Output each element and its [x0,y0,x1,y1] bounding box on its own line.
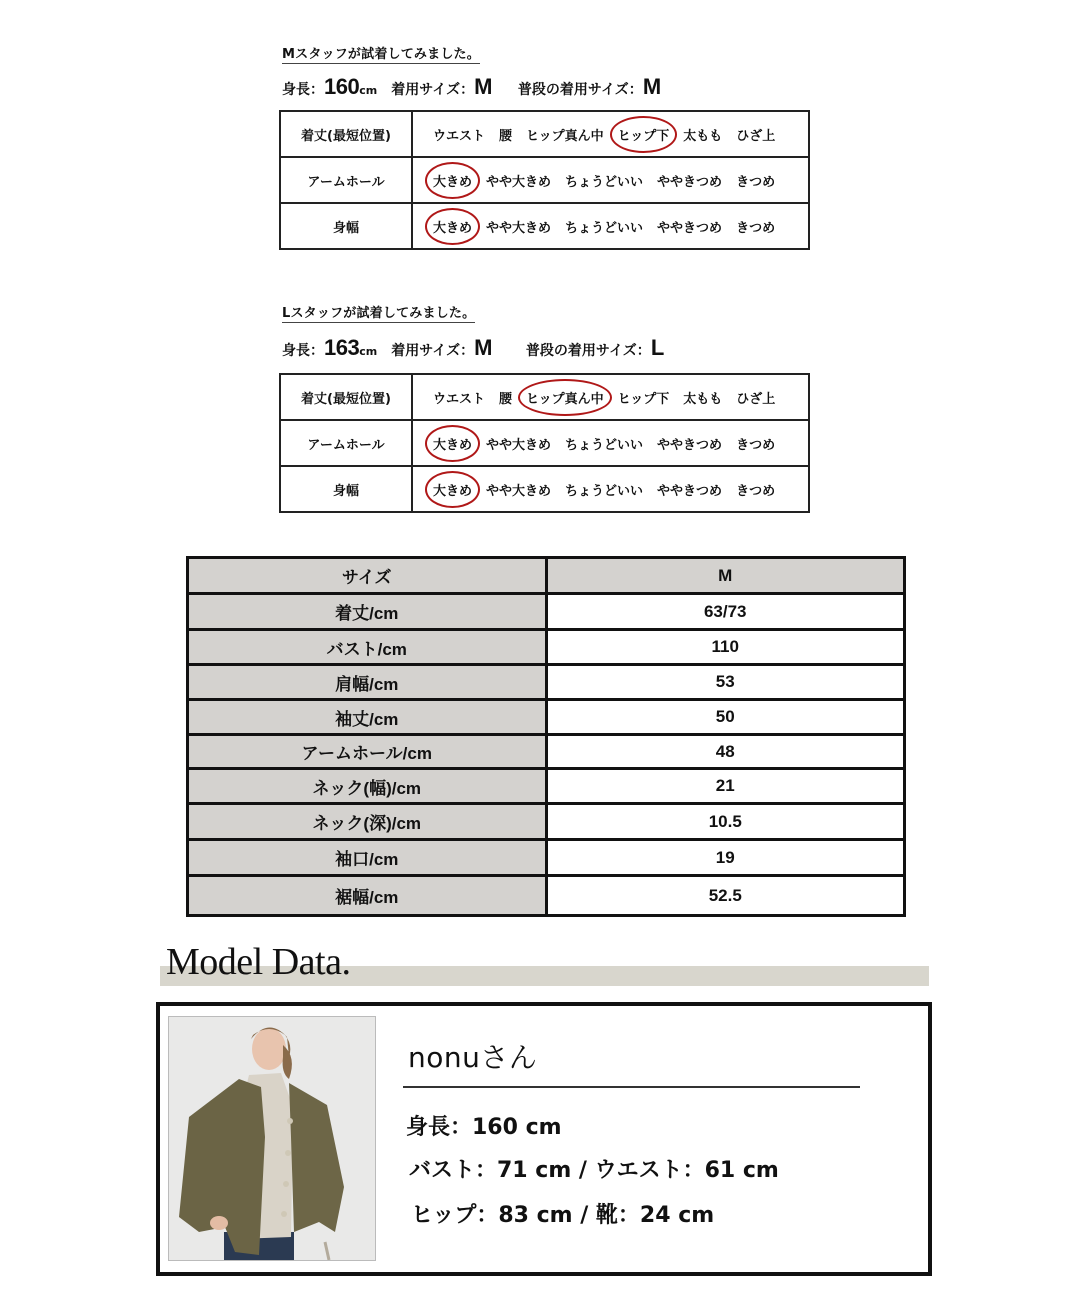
fit-row-label: アームホール [280,157,412,203]
fit-option-selected: ヒップ真ん中 [526,388,604,407]
size-value: 63/73 [546,594,905,630]
usual-label: 普段の着用サイズ： [525,343,651,359]
staff-l-info [282,335,664,361]
fit-option: 腰 [499,391,513,407]
fit-option: ちょうどいい [565,220,644,236]
fit-option: ヒップ真ん中 [526,128,604,144]
size-table-header [188,558,905,594]
staff-m-title: Mスタッフが試着してみました。 [282,43,480,64]
size-table-row [188,665,905,700]
fit-option: やや大きめ [486,220,552,236]
fit-option: ちょうどいい [565,483,644,499]
fit-row [280,420,809,466]
fit-options [412,420,809,466]
staff-l-title: Lスタッフが試着してみました。 [282,302,475,323]
fit-option: きつめ [736,174,776,190]
fit-options [412,157,809,203]
size-value: 21 [546,769,905,804]
usual-value: L [650,335,664,360]
fit-option: ひざ上 [736,391,776,407]
fit-option-selected: 大きめ [433,217,472,236]
size-table-row [188,735,905,769]
staff-l-fit-table [279,373,810,513]
header-value: M [546,558,905,594]
fit-option-selected: 大きめ [433,171,472,190]
size-value: 10.5 [546,804,905,840]
size-value: 53 [546,665,905,700]
usual-value: M [642,74,661,99]
fit-option: きつめ [736,483,776,499]
size-key: 袖丈/cm [188,700,547,735]
size-key: ネック(深)/cm [188,804,547,840]
fit-option: ヒップ下 [617,391,670,407]
size-table-row [188,594,905,630]
model-name: nonuさん [408,1041,538,1074]
fit-option: ちょうどいい [565,174,644,190]
height-unit: cm [359,84,378,97]
height-label: 身長： [282,343,324,359]
fit-option: きつめ [736,437,776,453]
fit-row-label: 身幅 [280,466,412,512]
fit-option: 太もも [683,128,723,144]
size-table-row [188,876,905,916]
fit-row-label: アームホール [280,420,412,466]
fit-option: やや大きめ [486,174,552,190]
size-key: ネック(幅)/cm [188,769,547,804]
fit-row [280,466,809,512]
staff-m-section [282,43,480,64]
size-key: 裾幅/cm [188,876,547,916]
worn-value: M [474,74,492,99]
staff-m-fit-table [279,110,810,250]
fit-option: ひざ上 [736,128,776,144]
model-photo [168,1016,376,1261]
fit-option-selected: 大きめ [433,434,472,453]
fit-option-selected: 大きめ [433,480,472,499]
fit-row [280,203,809,249]
fit-option: ややきつめ [657,483,723,499]
model-stat-bust-waist: バスト：71 cm / ウエスト：61 cm [409,1158,779,1183]
usual-label: 普段の着用サイズ： [517,82,643,98]
fit-row [280,157,809,203]
staff-l-section [282,302,475,323]
fit-option-selected: ヒップ下 [618,125,670,144]
model-stat-hip-shoe: ヒップ：83 cm / 靴：24 cm [411,1203,715,1228]
size-value: 48 [546,735,905,769]
worn-value: M [474,335,492,360]
fit-options [412,466,809,512]
fit-option: ややきつめ [657,220,723,236]
size-table-row [188,769,905,804]
name-divider [403,1086,860,1088]
fit-option: 腰 [499,128,513,144]
header-key: サイズ [188,558,547,594]
size-value: 52.5 [546,876,905,916]
size-table-row [188,804,905,840]
height-value: 160 [324,74,360,99]
fit-row-label: 身幅 [280,203,412,249]
size-value: 19 [546,840,905,876]
height-value: 163 [324,335,360,360]
size-key: アームホール/cm [188,735,547,769]
height-unit: cm [359,345,378,358]
fit-row-label: 着丈(最短位置) [280,374,412,420]
size-key: 肩幅/cm [188,665,547,700]
fit-option: ちょうどいい [565,437,644,453]
size-value: 110 [546,630,905,665]
fit-option: ウエスト [433,391,486,407]
fit-option: ややきつめ [657,174,723,190]
staff-m-info [282,74,661,100]
size-key: 袖口/cm [188,840,547,876]
fit-option: きつめ [736,220,776,236]
height-label: 身長： [282,82,324,98]
size-table-row [188,840,905,876]
fit-options [412,203,809,249]
model-stat-height: 身長：160 cm [406,1115,562,1140]
fit-options [412,111,809,157]
fit-option: やや大きめ [486,483,552,499]
size-table-row [188,630,905,665]
model-photo-illustration [169,1017,375,1260]
fit-row [280,374,809,420]
fit-option: ウエスト [433,128,486,144]
size-key: バスト/cm [188,630,547,665]
fit-option: 太もも [683,391,723,407]
fit-option: やや大きめ [486,437,552,453]
fit-option: ややきつめ [657,437,723,453]
size-value: 50 [546,700,905,735]
fit-options [412,374,809,420]
size-table [186,556,906,917]
model-data-title: Model Data. [166,941,351,983]
size-table-row [188,700,905,735]
worn-label: 着用サイズ： [391,343,475,359]
size-key: 着丈/cm [188,594,547,630]
fit-row-label: 着丈(最短位置) [280,111,412,157]
fit-row [280,111,809,157]
worn-label: 着用サイズ： [391,82,475,98]
